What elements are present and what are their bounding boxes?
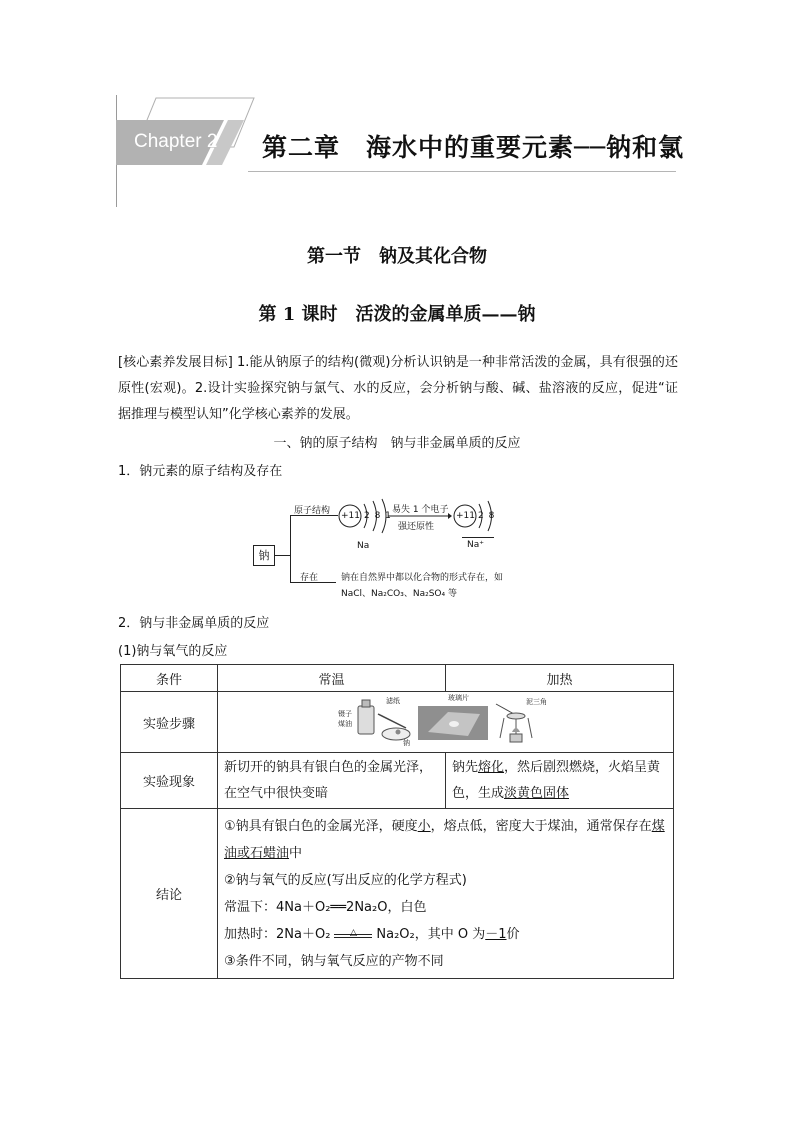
diagram-root-box: 钠: [253, 545, 275, 566]
alcohol-lamp-icon: [510, 734, 522, 742]
lesson-title: 第 1 课时 活泼的金属单质——钠: [258, 304, 536, 325]
item-1-heading: 1．钠元素的原子结构及存在: [118, 464, 283, 479]
flame-icon: [512, 728, 520, 732]
item-2-heading: 2．钠与非金属单质的反应: [118, 616, 270, 631]
conclusion-line-5: ③条件不同，钠与氧气反应的产物不同: [224, 953, 444, 969]
diagram-connector: [274, 555, 290, 556]
tweezers-icon: [378, 714, 406, 728]
section-title: 第一节 钠及其化合物: [307, 246, 487, 267]
na-atom-label: Na: [357, 541, 370, 551]
table-header-row: [121, 665, 674, 692]
heat-condition-arrow: △: [334, 932, 372, 938]
arrow-label-bottom: 强还原性: [398, 522, 435, 532]
table-row-conclusion: [121, 809, 674, 979]
goals-text: 1.能从钠原子的结构(微观)分析认识钠是一种非常活泼的金属，具有很强的还原性(宏观)。2.设计实验探究钠与氯气、水的反应，会分析钠与酸、碱、盐溶液的反应，促进“证据推理与模型认知”化学核心素养的发展。: [118, 355, 678, 422]
experiment-illustration: [218, 692, 672, 748]
diagram-branch-structure: 原子结构: [294, 506, 331, 516]
existence-line-2: NaCl、Na₂CO₃、Na₂SO₄ 等: [341, 589, 457, 599]
header-horizontal-rule: [248, 171, 676, 172]
conclusion-line-2: ②钠与氧气的反应(写出反应的化学方程式): [224, 872, 467, 888]
tripod-icon: [500, 718, 504, 738]
svg-text:钠: 钠: [403, 739, 410, 747]
na-nucleus-charge: +11: [341, 511, 360, 521]
conclusion-content: [218, 809, 674, 979]
chapter-badge: Chapter 2: [134, 131, 218, 152]
steps-label: 实验步骤: [121, 692, 218, 753]
conclusion-line-4: 加热时：2Na＋O₂ △ Na₂O₂，其中 O 为－1价: [224, 926, 520, 942]
svg-text:玻璃片: 玻璃片: [448, 694, 469, 702]
svg-text:滤纸: 滤纸: [386, 697, 400, 705]
crucible-icon: [507, 713, 525, 719]
table-row-steps: [121, 692, 674, 753]
phenomena-label: 实验现象: [121, 753, 218, 809]
table-row-phenomena: [121, 753, 674, 809]
ion-label: Na⁺: [467, 540, 484, 550]
ion-blank-line: [462, 537, 494, 538]
chapter-title: 第二章 海水中的重要元素──钠和氯: [262, 133, 685, 162]
na-electron-shells: 2 8 1: [364, 511, 392, 521]
ion-electron-shells: 2 8: [478, 511, 496, 521]
arrow-label-top: 易失 1 个电子: [392, 505, 449, 515]
core-goals-paragraph: [118, 350, 678, 428]
conclusion-line-1: ①钠具有银白色的金属光泽，硬度小，熔点低，密度大于煤油，通常保存在煤油或石蜡油中: [224, 818, 665, 861]
header-room-temp: 常温: [218, 665, 446, 692]
diagram-branch-existence: 存在: [300, 573, 319, 583]
steps-illustration-cell: [218, 692, 674, 753]
conclusion-line-3: 常温下：4Na＋O₂══2Na₂O，白色: [224, 899, 427, 915]
header-heating: 加热: [445, 665, 673, 692]
phenomena-room-temp: 新切开的钠具有银白色的金属光泽，在空气中很快变暗: [218, 753, 446, 809]
svg-text:煤油: 煤油: [338, 720, 352, 728]
header-condition: 条件: [121, 665, 218, 692]
svg-text:镊子: 镊子: [338, 710, 352, 718]
existence-line-1: 钠在自然界中都以化合物的形式存在，如: [341, 573, 504, 583]
kerosene-bottle-icon: [358, 706, 374, 734]
svg-text:泥三角: 泥三角: [526, 698, 547, 706]
sodium-oxygen-table: [120, 664, 674, 979]
diagram-bracket: [290, 515, 291, 582]
subheading: 一、钠的原子结构 钠与非金属单质的反应: [273, 436, 521, 451]
ion-nucleus-charge: +11: [456, 511, 475, 521]
goals-label: [核心素养发展目标]: [118, 355, 233, 370]
conclusion-label: 结论: [121, 809, 218, 979]
phenomena-heating: 钠先熔化，然后剧烈燃烧，火焰呈黄色，生成淡黄色固体: [445, 753, 673, 809]
item-2-1-heading: (1)钠与氧气的反应: [118, 644, 228, 659]
